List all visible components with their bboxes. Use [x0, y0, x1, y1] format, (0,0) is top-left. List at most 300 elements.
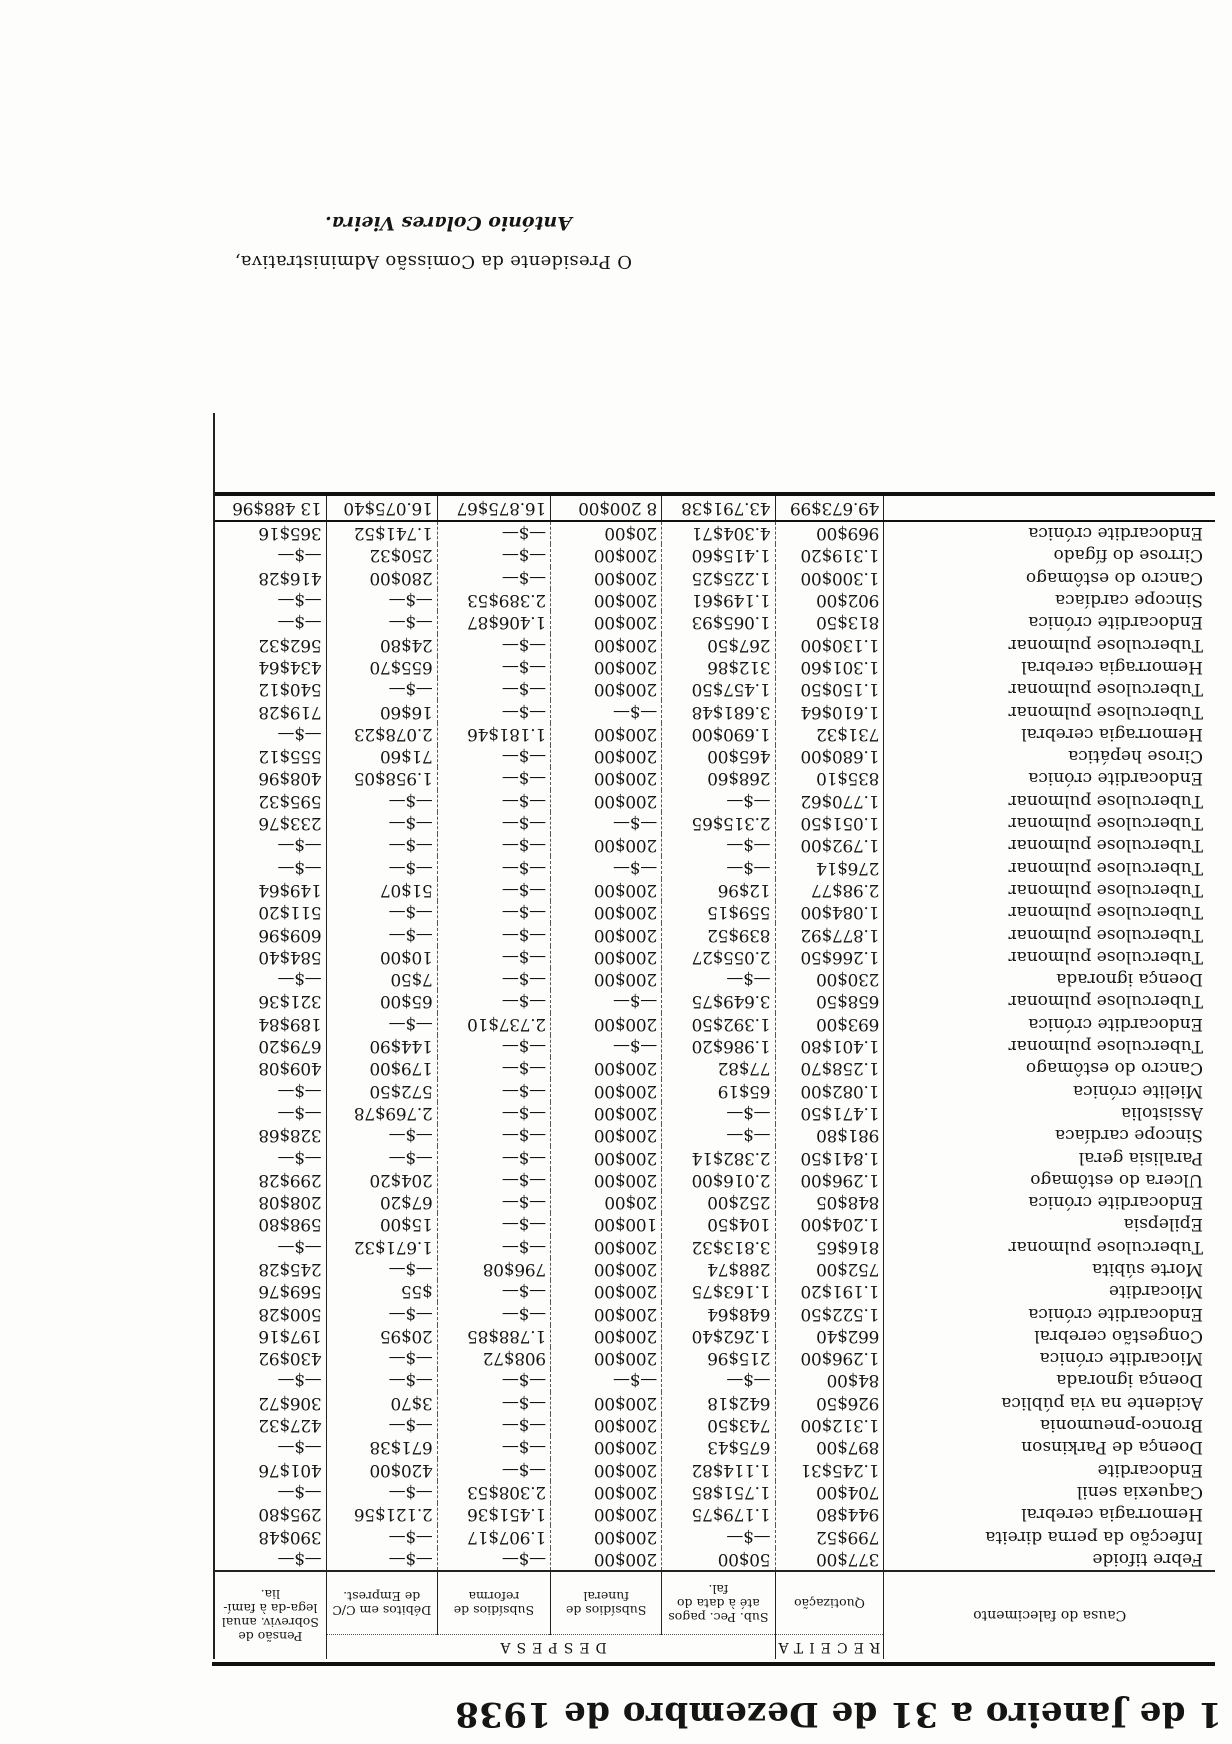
debitos-cell: —$— [326, 1548, 437, 1571]
reforma-cell: —$— [437, 1124, 550, 1146]
sub-pec-cell: 1.163$75 [662, 1280, 775, 1302]
funeral-cell: 200$00 [551, 879, 662, 901]
quotizacao-cell: 1.680$00 [775, 745, 884, 767]
quotizacao-cell: 662$40 [775, 1325, 884, 1347]
quotizacao-cell: 1.258$70 [775, 1057, 884, 1079]
cause-cell: Endocardite crónica [1028, 1192, 1203, 1213]
pensao-cell: 295$80 [215, 1503, 326, 1525]
quotizacao-cell: 276$14 [775, 857, 884, 879]
funeral-cell: 200$00 [551, 1503, 662, 1525]
quotizacao-cell: 84$00 [775, 1369, 884, 1391]
funeral-cell: 200$00 [551, 968, 662, 990]
debitos-cell: 15$00 [326, 1213, 437, 1235]
sub-pec-cell: —$— [662, 857, 775, 879]
pensao-cell: —$— [215, 723, 326, 745]
quotizacao-cell: 848$05 [775, 1191, 884, 1213]
cause-cell: Miocardite crónica [1039, 1348, 1203, 1369]
quotizacao-cell: 752$00 [775, 1258, 884, 1280]
cause-cell: Endocardite crónica [1028, 612, 1203, 633]
debitos-cell: —$— [326, 1013, 437, 1035]
pensao-cell: —$— [215, 1146, 326, 1168]
table-row [215, 1213, 1215, 1235]
debitos-cell: 655$70 [326, 656, 437, 678]
cause-cell: Tuberculose pulmonar [1008, 857, 1203, 878]
debitos-cell: 2.769$78 [326, 1102, 437, 1124]
reforma-cell: —$— [437, 1302, 550, 1324]
sub-pec-cell: 215$96 [662, 1347, 775, 1369]
funeral-cell: 200$00 [551, 1258, 662, 1280]
debitos-cell: $55 [326, 1280, 437, 1302]
sub-pec-cell: 267$50 [662, 634, 775, 656]
page-title: 1 de Janeiro a 31 de Dezembro de 1938 [454, 1694, 1222, 1734]
table-row [215, 834, 1215, 856]
table-row [215, 1525, 1215, 1547]
cause-cell: Hemorragia cerebral [1021, 723, 1203, 744]
cause-cell: Tuberculose pulmonar [1008, 835, 1203, 856]
funeral-cell: 200$00 [551, 1057, 662, 1079]
reforma-cell: 2.308$53 [437, 1481, 550, 1503]
table-row [215, 611, 1215, 633]
debitos-cell: 179$00 [326, 1057, 437, 1079]
quotizacao-cell: 897$00 [775, 1436, 884, 1458]
sub-pec-cell: 2.315$65 [662, 812, 775, 834]
reforma-cell: 1.788$85 [437, 1325, 550, 1347]
quotizacao-cell: 693$00 [775, 1013, 884, 1035]
table-row [215, 1146, 1215, 1168]
reforma-cell: —$— [437, 812, 550, 834]
quotizacao-cell: 969$00 [775, 521, 884, 544]
funeral-cell: 200$00 [551, 745, 662, 767]
cause-cell: Congestão cerebral [1034, 1325, 1203, 1346]
reforma-cell: —$— [437, 1548, 550, 1571]
cause-cell: Tuberculose pulmonar [1008, 902, 1203, 923]
cause-cell: Endocardite crónica [1028, 1303, 1203, 1324]
funeral-cell: 200$00 [551, 1459, 662, 1481]
sub-pec-cell: 1.690$00 [662, 723, 775, 745]
funeral-cell: 200$00 [551, 1079, 662, 1101]
sub-pec-cell: 559$15 [662, 901, 775, 923]
table-row [215, 723, 1215, 745]
header-subsidios-funeral: Subsídios de funeral [551, 1571, 662, 1635]
sub-pec-cell: 1.986$20 [662, 1035, 775, 1057]
sub-pec-cell: 648$64 [662, 1302, 775, 1324]
quotizacao-cell: 813$50 [775, 611, 884, 633]
debitos-cell: 420$00 [326, 1459, 437, 1481]
sub-pec-cell: 1.065$93 [662, 611, 775, 633]
reforma-cell: 1.451$36 [437, 1503, 550, 1525]
funeral-cell: 200$00 [551, 1414, 662, 1436]
pensao-cell: —$— [215, 834, 326, 856]
sub-pec-cell: 50$00 [662, 1548, 775, 1571]
pensao-cell: 365$16 [215, 521, 326, 544]
pensao-cell: 416$28 [215, 567, 326, 589]
reforma-cell: —$— [437, 1369, 550, 1391]
debitos-cell: —$— [326, 834, 437, 856]
sub-pec-cell: 2.382$14 [662, 1146, 775, 1168]
debitos-cell: —$— [326, 790, 437, 812]
sub-pec-cell: 642$18 [662, 1392, 775, 1414]
table-row [215, 790, 1215, 812]
pensao-cell: 306$72 [215, 1392, 326, 1414]
funeral-cell: 200$00 [551, 1525, 662, 1547]
table-row [215, 946, 1215, 968]
table-row [215, 567, 1215, 589]
reforma-cell: —$— [437, 1280, 550, 1302]
debitos-cell: 3$70 [326, 1392, 437, 1414]
pensao-cell: 562$32 [215, 634, 326, 656]
debitos-cell: 71$60 [326, 745, 437, 767]
funeral-cell: —$— [551, 1369, 662, 1391]
cause-cell: Miocardite [1108, 1281, 1203, 1302]
reforma-cell: —$— [437, 1079, 550, 1101]
sub-pec-cell: —$— [662, 790, 775, 812]
header-cause: Causa do falecimento [884, 1571, 1215, 1659]
sub-pec-cell: 312$86 [662, 656, 775, 678]
pensao-cell: 189$84 [215, 1013, 326, 1035]
cause-cell: Tuberculose pulmonar [1008, 790, 1203, 811]
debitos-cell: 2.078$23 [326, 723, 437, 745]
quotizacao-cell: 1.471$50 [775, 1102, 884, 1124]
cause-cell: Sincope cardíaca [1054, 590, 1203, 611]
debitos-cell: —$— [326, 1347, 437, 1369]
pensao-cell: 584$40 [215, 946, 326, 968]
reforma-cell: —$— [437, 521, 550, 544]
debitos-cell: —$— [326, 1481, 437, 1503]
sub-pec-cell: —$— [662, 834, 775, 856]
pensao-cell: 328$68 [215, 1124, 326, 1146]
quotizacao-cell: 1.084$00 [775, 901, 884, 923]
pensao-cell: 208$08 [215, 1191, 326, 1213]
table-row [215, 968, 1215, 990]
quotizacao-cell: 2.98$77 [775, 879, 884, 901]
header-subsidios-reforma: Subsídios de reforma [437, 1571, 550, 1635]
table-row [215, 1459, 1215, 1481]
cause-cell: Febre tifoide [1092, 1548, 1203, 1569]
debitos-cell: 204$20 [326, 1169, 437, 1191]
table-row [215, 678, 1215, 700]
pensao-cell: —$— [215, 1548, 326, 1571]
sub-pec-cell: 104$50 [662, 1213, 775, 1235]
cause-cell: Tuberculose pulmonar [1008, 634, 1203, 655]
header-receita: RECEITA [775, 1635, 884, 1660]
reforma-cell: —$— [437, 990, 550, 1012]
reforma-cell: —$— [437, 1057, 550, 1079]
reforma-cell: —$— [437, 1236, 550, 1258]
quotizacao-cell: 1.204$00 [775, 1213, 884, 1235]
quotizacao-cell: 902$00 [775, 589, 884, 611]
funeral-cell: 200$00 [551, 589, 662, 611]
debitos-cell: 20$95 [326, 1325, 437, 1347]
reforma-cell: —$— [437, 1414, 550, 1436]
pensao-cell: 197$16 [215, 1325, 326, 1347]
quotizacao-cell: 1.191$20 [775, 1280, 884, 1302]
funeral-cell: 200$00 [551, 901, 662, 923]
debitos-cell: 65$00 [326, 990, 437, 1012]
sub-pec-cell: 1.751$85 [662, 1481, 775, 1503]
funeral-cell: 200$00 [551, 1481, 662, 1503]
reforma-cell: —$— [437, 879, 550, 901]
reforma-cell: 1.907$17 [437, 1525, 550, 1547]
quotizacao-cell: 1.792$00 [775, 834, 884, 856]
quotizacao-cell: 1.319$20 [775, 544, 884, 566]
sub-pec-cell: 65$19 [662, 1079, 775, 1101]
reforma-cell: —$— [437, 1459, 550, 1481]
quotizacao-cell: 981$80 [775, 1124, 884, 1146]
table-row [215, 812, 1215, 834]
table-row [215, 589, 1215, 611]
quotizacao-cell: 1.522$50 [775, 1302, 884, 1324]
sub-pec-cell: 252$00 [662, 1191, 775, 1213]
funeral-cell: 200$00 [551, 611, 662, 633]
cause-cell: Hemorragia cerebral [1021, 1504, 1203, 1525]
sub-pec-cell: 4.304$71 [662, 521, 775, 544]
quotizacao-cell: 1.401$80 [775, 1035, 884, 1057]
debitos-cell: 10$00 [326, 946, 437, 968]
cause-cell: Tuberculose pulmonar [1008, 813, 1203, 834]
reforma-cell: —$— [437, 1213, 550, 1235]
cause-cell: Endocardite crónica [1028, 1013, 1203, 1034]
cause-cell: Tuberculose pulmonar [1008, 946, 1203, 967]
table-row [215, 1280, 1215, 1302]
reforma-cell: —$— [437, 857, 550, 879]
pensao-cell: —$— [215, 544, 326, 566]
funeral-cell: 200$00 [551, 1236, 662, 1258]
cause-cell: Cancro do estômago [1025, 567, 1203, 588]
quotizacao-cell: 944$80 [775, 1503, 884, 1525]
cause-cell: Paralisia geral [1078, 1147, 1203, 1168]
table-row [215, 879, 1215, 901]
pensao-cell: —$— [215, 968, 326, 990]
table-row [215, 857, 1215, 879]
reforma-cell: —$— [437, 544, 550, 566]
reforma-cell: —$— [437, 1035, 550, 1057]
sub-pec-cell: 675$43 [662, 1436, 775, 1458]
table-row [215, 767, 1215, 789]
table-row [215, 745, 1215, 767]
pensao-cell: 569$76 [215, 1280, 326, 1302]
pensao-cell: —$— [215, 1481, 326, 1503]
debitos-cell: —$— [326, 857, 437, 879]
total-funeral: 8 200$00 [551, 494, 662, 521]
table-row [215, 923, 1215, 945]
funeral-cell: 200$00 [551, 634, 662, 656]
quotizacao-cell: 1.841$50 [775, 1146, 884, 1168]
debitos-cell: —$— [326, 1124, 437, 1146]
header-debitos: Débitos em C/C de Emprest. [326, 1571, 437, 1635]
debitos-cell: —$— [326, 1525, 437, 1547]
debitos-cell: 572$50 [326, 1079, 437, 1101]
pensao-cell: 430$92 [215, 1347, 326, 1369]
reforma-cell: —$— [437, 745, 550, 767]
cause-cell: Bronco-pneumonia [1039, 1415, 1203, 1436]
table-row [215, 544, 1215, 566]
funeral-cell: 200$00 [551, 656, 662, 678]
pensao-cell: 595$32 [215, 790, 326, 812]
funeral-cell: 20$00 [551, 1191, 662, 1213]
table-row [215, 1503, 1215, 1525]
debitos-cell: —$— [326, 678, 437, 700]
reforma-cell: 1.406$87 [437, 611, 550, 633]
reforma-cell: —$— [437, 1392, 550, 1414]
pensao-cell: 427$32 [215, 1414, 326, 1436]
cause-cell: Morte súbita [1091, 1259, 1203, 1279]
reforma-cell: —$— [437, 1102, 550, 1124]
cause-cell: Cancro do estômago [1025, 1058, 1203, 1079]
quotizacao-cell: 1.266$50 [775, 946, 884, 968]
cause-cell: Tuberculose pulmonar [1008, 1236, 1203, 1257]
cause-cell: Hemorragia cerebral [1021, 656, 1203, 677]
funeral-cell: 200$00 [551, 1280, 662, 1302]
cause-cell: Doença ignorada [1056, 1370, 1203, 1391]
debitos-cell: 671$38 [326, 1436, 437, 1458]
pensao-cell: 299$28 [215, 1169, 326, 1191]
pensao-cell: —$— [215, 611, 326, 633]
pensao-cell: 149$64 [215, 879, 326, 901]
debitos-cell: 67$20 [326, 1191, 437, 1213]
reforma-cell: —$— [437, 901, 550, 923]
pensao-cell: 233$76 [215, 812, 326, 834]
cause-cell: Infecção da perna direita [985, 1526, 1203, 1547]
cause-cell: Tuberculose pulmonar [1008, 701, 1203, 722]
reforma-cell: —$— [437, 700, 550, 722]
quotizacao-cell: 1.312$00 [775, 1414, 884, 1436]
quotizacao-cell: 1.296$00 [775, 1169, 884, 1191]
funeral-cell: 200$00 [551, 567, 662, 589]
quotizacao-cell: 658$50 [775, 990, 884, 1012]
header-sub-pec: Sub. Pec. pagos até à data do fal. [662, 1571, 775, 1635]
quotizacao-cell: 1.245$31 [775, 1459, 884, 1481]
debitos-cell: —$— [326, 1414, 437, 1436]
sub-pec-cell: 288$74 [662, 1258, 775, 1280]
debitos-cell: —$— [326, 611, 437, 633]
header-despesa: DESPESA [326, 1635, 775, 1660]
debitos-cell: 51$07 [326, 879, 437, 901]
cause-cell: Tuberculose pulmonar [1008, 879, 1203, 900]
debitos-cell: —$— [326, 901, 437, 923]
reforma-cell: —$— [437, 634, 550, 656]
pensao-cell: 609$96 [215, 923, 326, 945]
debitos-cell: 280$00 [326, 567, 437, 589]
reforma-cell: 2.389$53 [437, 589, 550, 611]
table-row [215, 700, 1215, 722]
cause-cell: Sincope cardíaca [1054, 1125, 1203, 1146]
sub-pec-cell: 1.392$50 [662, 1013, 775, 1035]
reforma-cell: 908$72 [437, 1347, 550, 1369]
funeral-cell: —$— [551, 990, 662, 1012]
funeral-cell: 200$00 [551, 923, 662, 945]
quotizacao-cell: 1.300$00 [775, 567, 884, 589]
quotizacao-cell: 816$65 [775, 1236, 884, 1258]
debitos-cell: 1.958$05 [326, 767, 437, 789]
total-debitos: 16.075$40 [326, 494, 437, 521]
pensao-cell: 540$12 [215, 678, 326, 700]
debitos-cell: —$— [326, 589, 437, 611]
funeral-cell: —$— [551, 700, 662, 722]
cause-cell: Tuberculose pulmonar [1008, 924, 1203, 945]
funeral-cell: 200$00 [551, 1325, 662, 1347]
total-pensao: 13 488$96 [215, 494, 326, 521]
cause-cell: Tuberculose pulmonar [1008, 1036, 1203, 1057]
cause-cell: Doença de Parkinson [1021, 1437, 1203, 1458]
sub-pec-cell: 1.149$61 [662, 589, 775, 611]
reforma-cell: —$— [437, 790, 550, 812]
debitos-cell: 2.121$56 [326, 1503, 437, 1525]
funeral-cell: 200$00 [551, 1347, 662, 1369]
funeral-cell: 200$00 [551, 1436, 662, 1458]
table-row [215, 1481, 1215, 1503]
reforma-cell: —$— [437, 1191, 550, 1213]
debitos-cell: —$— [326, 1146, 437, 1168]
quotizacao-cell: 1.877$92 [775, 923, 884, 945]
signature-name: António Colares Vieira. [325, 212, 572, 234]
quotizacao-cell: 731$32 [775, 723, 884, 745]
reforma-cell: 1.181$46 [437, 723, 550, 745]
sub-pec-cell: 12$96 [662, 879, 775, 901]
header-quotizacao: Quotização [775, 1571, 884, 1635]
cause-cell: Doença ignorada [1056, 969, 1203, 990]
sub-pec-cell: 1.262$40 [662, 1325, 775, 1347]
quotizacao-cell: 1.610$64 [775, 700, 884, 722]
quotizacao-cell: 1.301$60 [775, 656, 884, 678]
header-pensao: Pensão de Sobreviv. anual lega-da à famí-lia. [215, 1571, 326, 1659]
debitos-cell: —$— [326, 1258, 437, 1280]
sub-pec-cell: 465$00 [662, 745, 775, 767]
funeral-cell: 200$00 [551, 678, 662, 700]
quotizacao-cell: 230$00 [775, 968, 884, 990]
sub-pec-cell: 1.415$60 [662, 544, 775, 566]
reforma-cell: —$— [437, 1146, 550, 1168]
cause-cell: Mielite crónica [1073, 1080, 1203, 1101]
table-row [215, 1191, 1215, 1213]
cause-cell: Tuberculose pulmonar [1008, 991, 1203, 1012]
reforma-cell: —$— [437, 567, 550, 589]
funeral-cell: 200$00 [551, 1146, 662, 1168]
table-row [215, 1369, 1215, 1391]
cause-cell: Cirose hepática [1068, 746, 1203, 767]
quotizacao-cell: 377$00 [775, 1548, 884, 1571]
reforma-cell: 2.737$10 [437, 1013, 550, 1035]
funeral-cell: —$— [551, 857, 662, 879]
sub-pec-cell: —$— [662, 1369, 775, 1391]
table-row [215, 1414, 1215, 1436]
reforma-cell: —$— [437, 968, 550, 990]
pensao-cell: 401$76 [215, 1459, 326, 1481]
pensao-cell: 390$48 [215, 1525, 326, 1547]
quotizacao-cell: 1.296$00 [775, 1347, 884, 1369]
table-row [215, 1258, 1215, 1280]
pensao-cell: 409$08 [215, 1057, 326, 1079]
funeral-cell: 100$00 [551, 1213, 662, 1235]
pensao-cell: —$— [215, 857, 326, 879]
quotizacao-cell: 1.082$00 [775, 1079, 884, 1101]
sub-pec-cell: 1.225$25 [662, 567, 775, 589]
cause-cell: Epilepsia [1123, 1214, 1203, 1235]
sub-pec-cell: —$— [662, 968, 775, 990]
pensao-cell: 245$28 [215, 1258, 326, 1280]
sub-pec-cell: 3.681$48 [662, 700, 775, 722]
cause-cell: Ulcera do estômago [1030, 1169, 1203, 1190]
funeral-cell: 200$00 [551, 1124, 662, 1146]
table-row [215, 1236, 1215, 1258]
debitos-cell: 16$60 [326, 700, 437, 722]
pensao-cell: 679$20 [215, 1035, 326, 1057]
cause-cell: Tuberculose pulmonar [1008, 679, 1203, 700]
sub-pec-cell: 2.016$00 [662, 1169, 775, 1191]
debitos-cell: —$— [326, 812, 437, 834]
quotizacao-cell: 799$52 [775, 1525, 884, 1547]
funeral-cell: 200$00 [551, 1392, 662, 1414]
pensao-cell: 719$28 [215, 700, 326, 722]
